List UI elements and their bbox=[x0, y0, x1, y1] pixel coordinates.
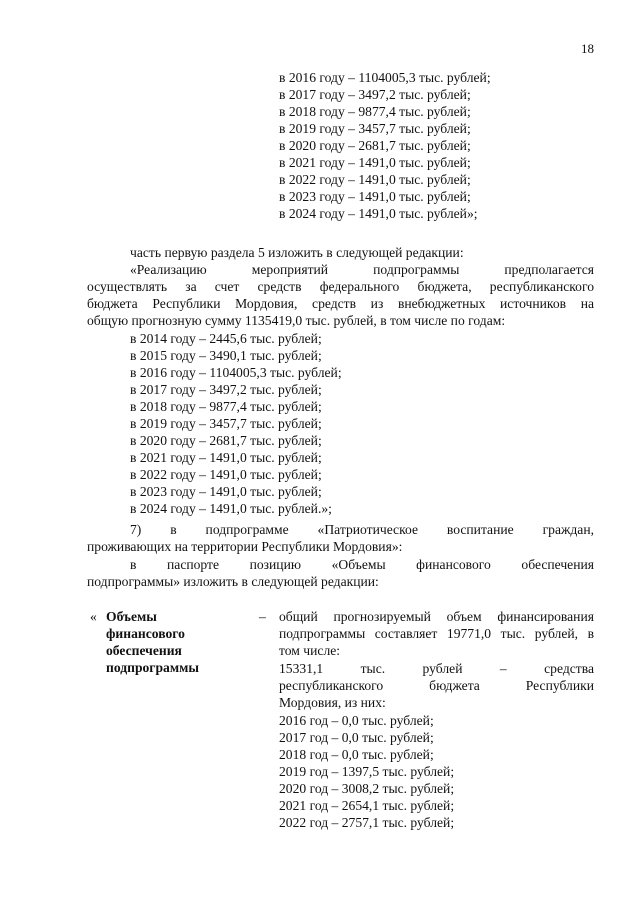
list-item: 2022 год – 2757,1 тыс. рублей; bbox=[279, 815, 455, 830]
list-item: в 2018 году – 9877,4 тыс. рублей; bbox=[130, 399, 322, 414]
list-item: 2018 год – 0,0 тыс. рублей; bbox=[279, 747, 434, 762]
opening-quote: « bbox=[90, 609, 97, 624]
list-item: 2020 год – 3008,2 тыс. рублей; bbox=[279, 781, 455, 796]
paragraph-line: общую прогнозную сумму 1135419,0 тыс. рублей, в том числе по годам: bbox=[87, 313, 506, 328]
list-item: в 2024 году – 1491,0 тыс. рублей»; bbox=[279, 206, 478, 221]
table-right-line: том числе: bbox=[279, 643, 341, 658]
label-line: обеспечения bbox=[106, 643, 182, 658]
list-item: в 2020 году – 2681,7 тыс. рублей; bbox=[279, 138, 471, 153]
list-item: в 2022 году – 1491,0 тыс. рублей; bbox=[130, 467, 322, 482]
paragraph-line: осуществлять за счет средств федерального бюджета, республиканского bbox=[87, 279, 594, 294]
list-item: 2019 год – 1397,5 тыс. рублей; bbox=[279, 764, 455, 779]
list-item: в 2021 году – 1491,0 тыс. рублей; bbox=[130, 450, 322, 465]
list-item: 2016 год – 0,0 тыс. рублей; bbox=[279, 713, 434, 728]
list-item: в 2016 году – 1104005,3 тыс. рублей; bbox=[130, 365, 342, 380]
label-line: Объемы bbox=[106, 609, 157, 624]
list-item: в 2023 году – 1491,0 тыс. рублей; bbox=[130, 484, 322, 499]
table-left-label bbox=[106, 608, 199, 676]
intro-sentence: часть первую раздела 5 изложить в следующей редакции: bbox=[130, 245, 464, 260]
list-item: в 2024 году – 1491,0 тыс. рублей.»; bbox=[130, 501, 332, 516]
list-item: в 2015 году – 3490,1 тыс. рублей; bbox=[130, 348, 322, 363]
list-item: в 2022 году – 1491,0 тыс. рублей; bbox=[279, 172, 471, 187]
list-item: в 2016 году – 1104005,3 тыс. рублей; bbox=[279, 70, 491, 85]
table-right-line: подпрограммы составляет 19771,0 тыс. рублей, в bbox=[279, 626, 594, 641]
table-right-line: общий прогнозируемый объем финансирования bbox=[279, 609, 594, 624]
table-right-line: 15331,1 тыс. рублей – средства bbox=[279, 661, 594, 676]
funding-list-mid bbox=[130, 330, 342, 517]
list-item: в 2019 году – 3457,7 тыс. рублей; bbox=[279, 121, 471, 136]
list-item: в 2019 году – 3457,7 тыс. рублей; bbox=[130, 416, 322, 431]
list-item: в 2014 году – 2445,6 тыс. рублей; bbox=[130, 331, 322, 346]
list-item: 2021 год – 2654,1 тыс. рублей; bbox=[279, 798, 455, 813]
list-item: в 2018 году – 9877,4 тыс. рублей; bbox=[279, 104, 471, 119]
page-number: 18 bbox=[581, 41, 594, 56]
table-right-line: республиканского бюджета Республики bbox=[279, 678, 594, 693]
label-line: финансового bbox=[106, 626, 185, 641]
list-item: в 2017 году – 3497,2 тыс. рублей; bbox=[130, 382, 322, 397]
table-right-line: Мордовия, из них: bbox=[279, 695, 386, 710]
list-item: в 2021 году – 1491,0 тыс. рублей; bbox=[279, 155, 471, 170]
paragraph-line: бюджета Республики Мордовия, средств из внебюджетных источников на bbox=[87, 296, 594, 311]
label-line: подпрограммы bbox=[106, 660, 199, 675]
funding-list-top bbox=[279, 69, 491, 222]
paragraph-line: «Реализацию мероприятий подпрограммы предполагается bbox=[130, 262, 594, 277]
list-item: в 2023 году – 1491,0 тыс. рублей; bbox=[279, 189, 471, 204]
list-item: 2017 год – 0,0 тыс. рублей; bbox=[279, 730, 434, 745]
item-7-line: проживающих на территории Республики Мордовия»: bbox=[87, 539, 403, 554]
passport-line: в паспорте позицию «Объемы финансового обеспечения bbox=[130, 557, 594, 572]
list-item: в 2020 году – 2681,7 тыс. рублей; bbox=[130, 433, 322, 448]
passport-line: подпрограммы» изложить в следующей редакции: bbox=[87, 574, 379, 589]
item-7-line: 7) в подпрограмме «Патриотическое воспитание граждан, bbox=[130, 522, 594, 537]
table-year-list bbox=[279, 712, 454, 831]
table-dash: – bbox=[259, 609, 266, 624]
list-item: в 2017 году – 3497,2 тыс. рублей; bbox=[279, 87, 471, 102]
